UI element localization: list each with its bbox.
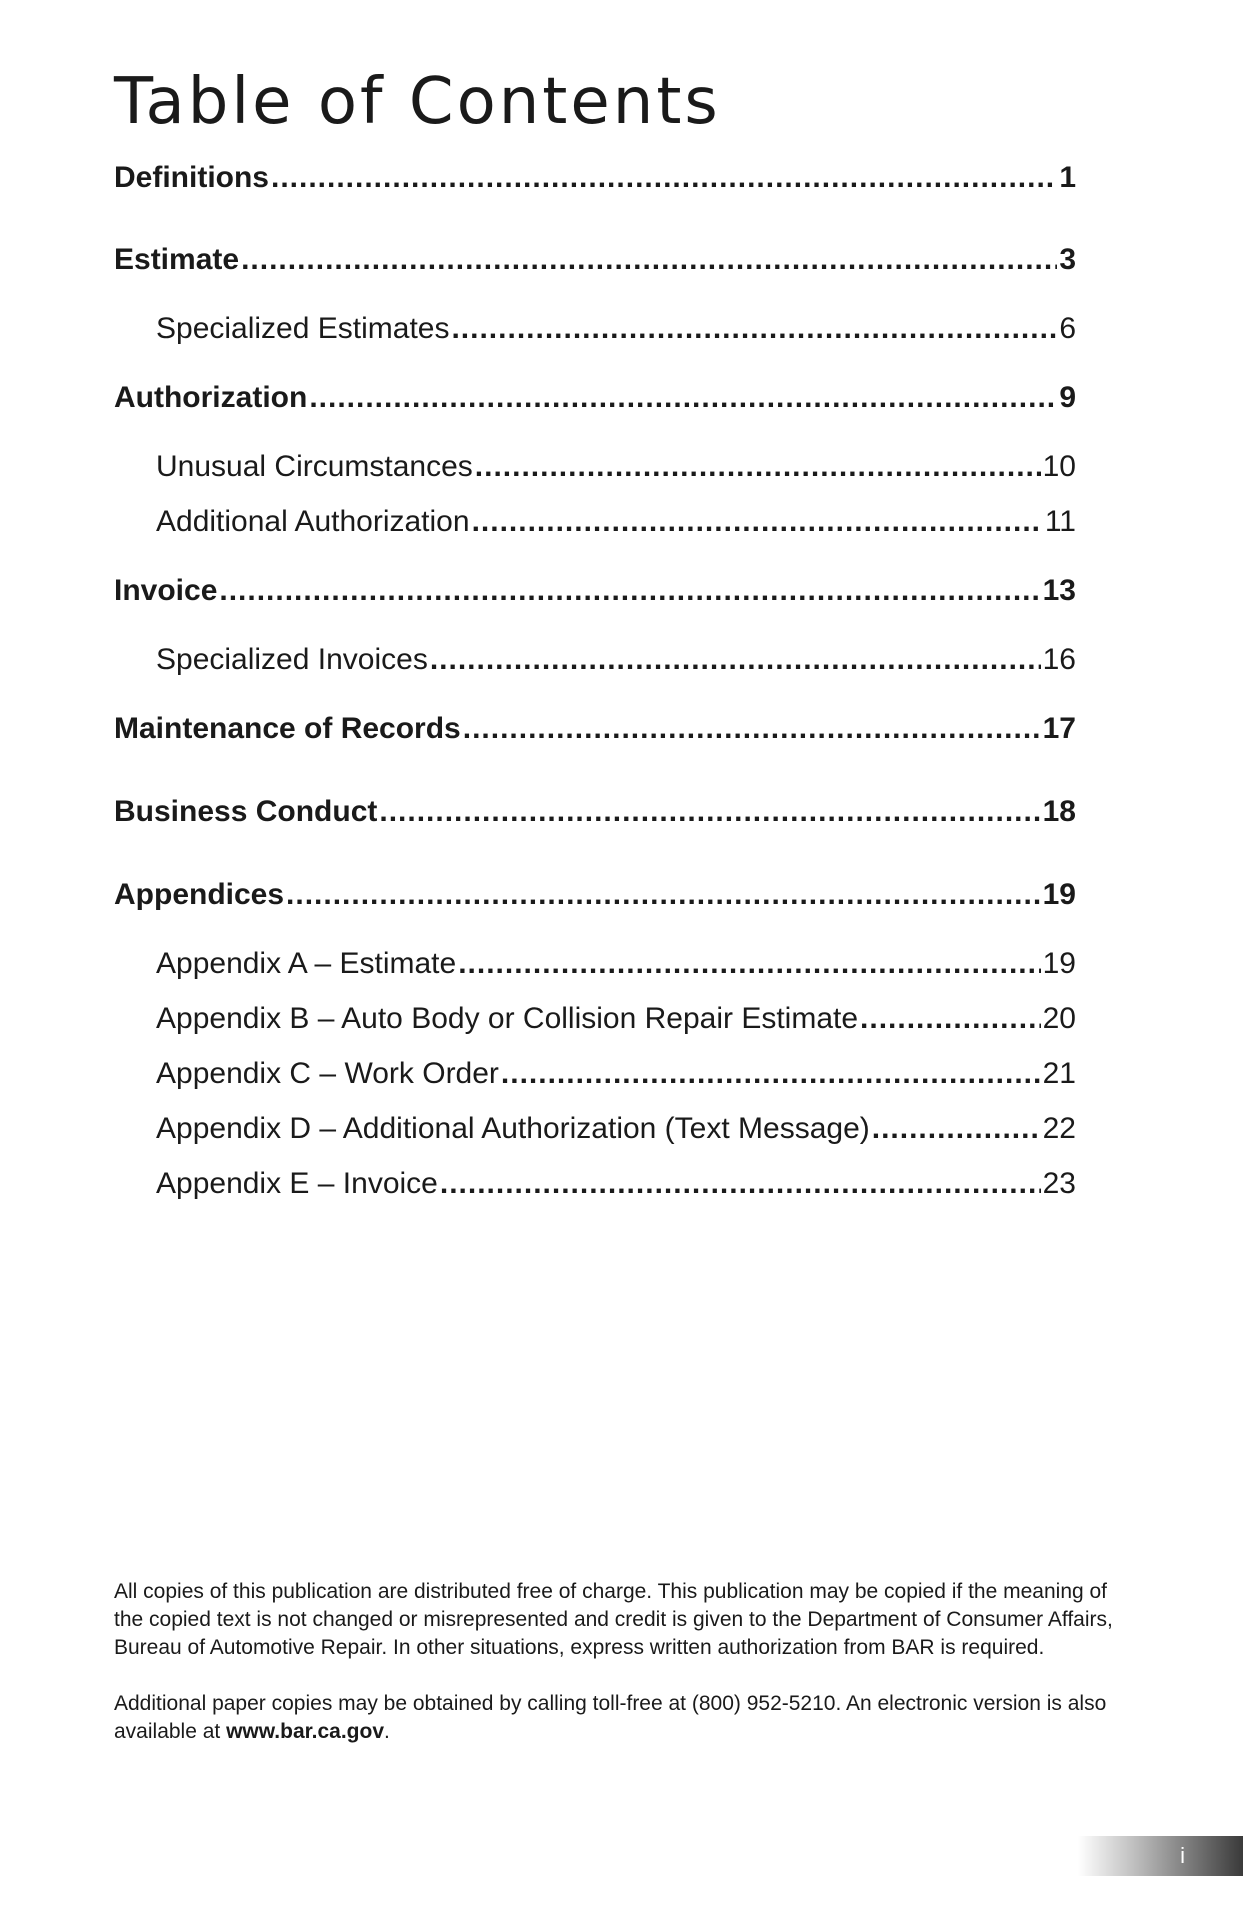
dot-leader <box>430 642 1041 678</box>
toc-entry-label: Appendices <box>114 878 285 911</box>
toc-entry-estimate[interactable] <box>114 242 1076 278</box>
toc-entry-label: Specialized Invoices <box>156 643 428 676</box>
toc-entry-page: 1 <box>1059 161 1076 194</box>
dot-leader <box>309 380 1057 416</box>
toc-entry-invoice[interactable] <box>114 573 1076 609</box>
toc-entry-label: Additional Authorization <box>156 505 470 538</box>
dot-leader <box>472 504 1043 540</box>
paper-copies-text: Additional paper copies may be obtained by calling toll-free at (800) 952-5210. An electronic version is also available at <box>114 1692 1107 1743</box>
toc-entry-page: 9 <box>1059 381 1076 414</box>
toc-entry-appendices[interactable] <box>114 877 1076 913</box>
toc-entry-page: 19 <box>1042 878 1076 911</box>
page-title: Table of Contents <box>114 65 721 139</box>
dot-leader <box>458 946 1040 982</box>
toc-entry-additional-authorization[interactable] <box>114 504 1076 540</box>
toc-entry-page: 11 <box>1044 505 1076 538</box>
toc-entry-label: Business Conduct <box>114 795 378 828</box>
toc-entry-maintenance-of-records[interactable] <box>114 711 1076 747</box>
toc-entry-label: Invoice <box>114 574 218 607</box>
toc-entry-label: Specialized Estimates <box>156 312 450 345</box>
toc-entry-appendix-e[interactable] <box>114 1166 1076 1202</box>
toc-entry-appendix-c[interactable] <box>114 1056 1076 1092</box>
website-link[interactable]: www.bar.ca.gov <box>226 1720 385 1743</box>
toc-entry-label: Appendix E – Invoice <box>156 1167 438 1200</box>
toc-entry-label: Appendix D – Additional Authorization (Text Message) <box>156 1112 870 1145</box>
toc-entry-label: Estimate <box>114 243 240 276</box>
toc-entry-label: Definitions <box>114 161 269 194</box>
toc-entry-label: Appendix A – Estimate <box>156 947 457 980</box>
dot-leader <box>475 449 1041 485</box>
dot-leader <box>501 1056 1041 1092</box>
dot-leader <box>286 877 1041 913</box>
toc-entry-label: Appendix B – Auto Body or Collision Repair Estimate <box>156 1002 859 1035</box>
toc-entry-page: 21 <box>1042 1057 1076 1090</box>
dot-leader <box>440 1166 1041 1202</box>
toc-entry-appendix-a[interactable] <box>114 946 1076 982</box>
toc-entry-page: 16 <box>1042 643 1076 676</box>
toc-entry-appendix-b[interactable] <box>114 1001 1076 1037</box>
toc-entry-label: Unusual Circumstances <box>156 450 473 483</box>
toc-entry-page: 10 <box>1042 450 1076 483</box>
toc-entry-page: 3 <box>1059 243 1076 276</box>
toc-entry-page: 6 <box>1059 312 1076 345</box>
toc-entry-page: 17 <box>1042 712 1076 745</box>
toc-entry-label: Authorization <box>114 381 308 414</box>
page-number-tab <box>1078 1836 1243 1876</box>
toc-entry-authorization[interactable] <box>114 380 1076 416</box>
copy-notice: All copies of this publication are distributed free of charge. This publication may be copied if the meaning of the copied text is not changed or misrepresented and credit is given to the Department of Consumer Affairs, Bureau of Automotive Repair. In other situations, express written authorization from BAR is required. <box>114 1580 1113 1659</box>
toc-entry-definitions[interactable] <box>114 160 1076 196</box>
dot-leader <box>451 311 1057 347</box>
toc-entry-page: 18 <box>1042 795 1076 828</box>
dot-leader <box>219 573 1040 609</box>
toc-entry-specialized-invoices[interactable] <box>114 642 1076 678</box>
page-number: i <box>1180 1843 1185 1868</box>
dot-leader <box>379 794 1040 830</box>
paper-copies-suffix: . <box>384 1720 390 1743</box>
toc-entry-appendix-d[interactable] <box>114 1111 1076 1147</box>
toc-entry-unusual-circumstances[interactable] <box>114 449 1076 485</box>
footer-notes <box>114 1578 1124 1774</box>
toc-entry-page: 23 <box>1042 1167 1076 1200</box>
paper-copies-notice <box>114 1690 1124 1746</box>
toc-entry-page: 13 <box>1042 574 1076 607</box>
toc-entry-page: 22 <box>1042 1112 1076 1145</box>
toc-entry-label: Appendix C – Work Order <box>156 1057 499 1090</box>
toc-entry-page: 20 <box>1042 1002 1076 1035</box>
dot-leader <box>463 711 1041 747</box>
dot-leader <box>271 160 1057 196</box>
toc-entry-label: Maintenance of Records <box>114 712 461 745</box>
dot-leader <box>241 242 1057 278</box>
toc-entry-page: 19 <box>1042 947 1076 980</box>
toc-entry-business-conduct[interactable] <box>114 794 1076 830</box>
toc-entry-specialized-estimates[interactable] <box>114 311 1076 347</box>
dot-leader <box>872 1111 1041 1147</box>
dot-leader <box>860 1001 1041 1037</box>
